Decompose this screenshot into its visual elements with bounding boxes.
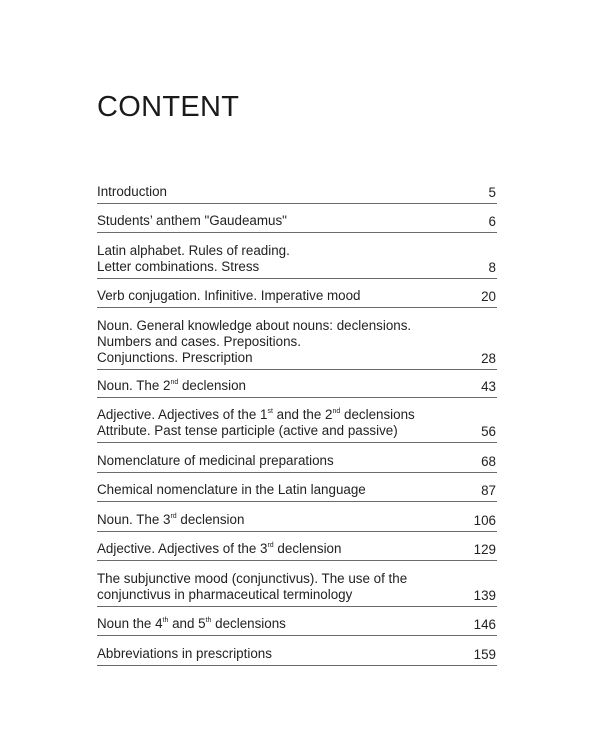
toc-entry[interactable] (97, 541, 497, 561)
toc-page-number: 129 (473, 542, 496, 557)
toc-entry-title (97, 482, 497, 498)
toc-entry-line (97, 184, 457, 200)
toc-entry-title (97, 571, 497, 603)
toc-entry[interactable] (97, 571, 497, 607)
toc-entry[interactable] (97, 616, 497, 636)
toc-text-segment: Noun. General knowledge about nouns: declensions. (97, 318, 412, 333)
toc-text-segment: Letter combinations. Stress (97, 259, 260, 274)
toc-page-number: 146 (473, 617, 496, 632)
toc-text-segment: declension (273, 541, 342, 556)
toc-entry-line (97, 407, 457, 423)
toc-text-segment: Introduction (97, 184, 167, 199)
toc-text-segment: Attribute. Past tense participle (active and passive) (97, 423, 398, 438)
toc-entry-line (97, 512, 457, 528)
toc-text-segment: declension (178, 378, 246, 393)
toc-entry-title (97, 378, 497, 394)
toc-text-segment: Verb conjugation. Infinitive. Imperative mood (97, 288, 361, 303)
toc-text-segment: declension (176, 512, 245, 527)
toc-entry-title (97, 407, 497, 439)
toc-page-number: 139 (473, 588, 496, 603)
toc-entry-line (97, 616, 457, 632)
toc-entry[interactable] (97, 378, 497, 398)
toc-text-segment: Students’ anthem "Gaudeamus" (97, 213, 287, 228)
toc-entry[interactable] (97, 243, 497, 279)
toc-entry-title (97, 646, 497, 662)
toc-entry-title (97, 243, 497, 275)
toc-page-number: 159 (473, 647, 496, 662)
toc-entry-line (97, 259, 457, 275)
toc-entry-line (97, 541, 457, 557)
toc-text-segment: declensions (340, 407, 415, 422)
toc-entry-line (97, 482, 457, 498)
toc-text-segment: Latin alphabet. Rules of reading. (97, 243, 290, 258)
toc-page-number: 20 (481, 289, 496, 304)
toc-page-number: 87 (481, 483, 496, 498)
toc-entry-line (97, 378, 457, 394)
toc-text-segment: Abbreviations in prescriptions (97, 646, 272, 661)
toc-entry-line (97, 453, 457, 469)
toc-entry-title (97, 184, 497, 200)
toc-text-segment: Noun the 4 (97, 616, 163, 631)
toc-entry-line (97, 423, 457, 439)
toc-text-segment: Conjunctions. Prescription (97, 350, 253, 365)
ordinal-superscript: st (267, 408, 273, 415)
toc-page-number: 8 (488, 260, 496, 275)
toc-entry-line (97, 571, 457, 587)
toc-entry[interactable] (97, 512, 497, 532)
ordinal-superscript: rd (267, 542, 274, 549)
toc-entry-line (97, 318, 457, 334)
ordinal-superscript: rd (170, 513, 177, 520)
toc-entry-title (97, 213, 497, 229)
toc-entry-title (97, 541, 497, 557)
toc-entry[interactable] (97, 482, 497, 502)
toc-text-segment: declensions (211, 616, 286, 631)
toc-entry[interactable] (97, 318, 497, 370)
toc-text-segment: conjunctivus in pharmaceutical terminology (97, 587, 353, 602)
ordinal-superscript: nd (170, 379, 179, 386)
toc-entry-line (97, 288, 457, 304)
toc-entry-line (97, 646, 457, 662)
toc-text-segment: Numbers and cases. Prepositions. (97, 334, 301, 349)
toc-entry-title (97, 453, 497, 469)
toc-entry-title (97, 318, 497, 366)
toc-entry-line (97, 243, 457, 259)
toc-text-segment: Nomenclature of medicinal preparations (97, 453, 334, 468)
toc-text-segment: The subjunctive mood (conjunctivus). The use of the (97, 571, 408, 586)
toc-page-number: 68 (481, 454, 496, 469)
toc-text-segment: Adjective. Adjectives of the 1 (97, 407, 268, 422)
toc-page-number: 5 (488, 185, 496, 200)
ordinal-superscript: th (205, 617, 212, 624)
toc-page-number: 6 (488, 214, 496, 229)
toc-text-segment: and the 2 (272, 407, 333, 422)
toc-entry[interactable] (97, 453, 497, 473)
toc-entry-title (97, 512, 497, 528)
toc-entry-line (97, 334, 457, 350)
toc-text-segment: Noun. The 2 (97, 378, 171, 393)
page-title: CONTENT (97, 91, 240, 123)
toc-entry-line (97, 213, 457, 229)
toc-text-segment: Noun. The 3 (97, 512, 171, 527)
toc-entry-title (97, 288, 497, 304)
toc-page-number: 106 (473, 513, 496, 528)
ordinal-superscript: nd (332, 408, 341, 415)
toc-entry[interactable] (97, 184, 497, 204)
toc-page-number: 43 (481, 379, 496, 394)
toc-text-segment: Chemical nomenclature in the Latin language (97, 482, 366, 497)
toc-entry-title (97, 616, 497, 632)
ordinal-superscript: th (162, 617, 169, 624)
toc-text-segment: and 5 (168, 616, 206, 631)
toc-entry[interactable] (97, 213, 497, 233)
toc-text-segment: Adjective. Adjectives of the 3 (97, 541, 268, 556)
toc-entry-line (97, 587, 457, 603)
toc-page-number: 56 (481, 424, 496, 439)
toc-entry[interactable] (97, 407, 497, 443)
toc-entry[interactable] (97, 288, 497, 308)
toc-entry[interactable] (97, 646, 497, 666)
toc-entry-line (97, 350, 457, 366)
toc-page-number: 28 (481, 351, 496, 366)
